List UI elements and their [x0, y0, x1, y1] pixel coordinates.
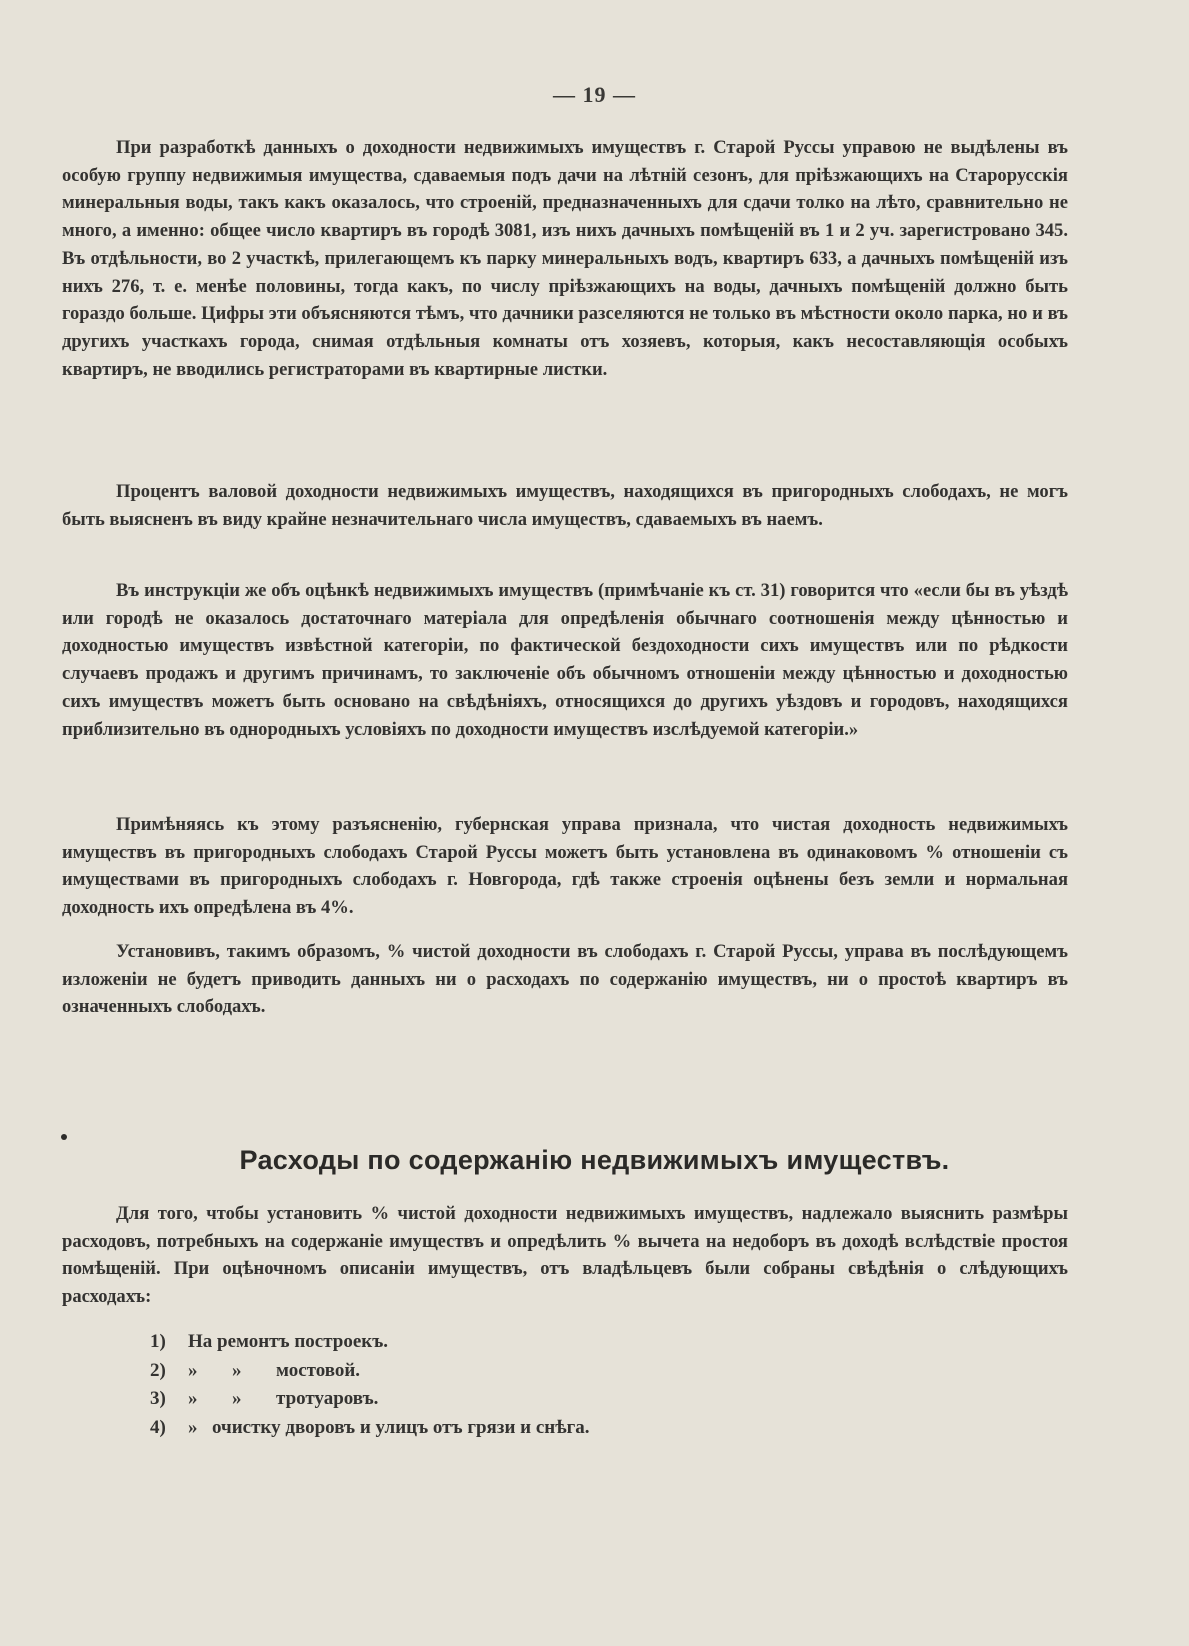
item-number: 1)	[150, 1331, 166, 1352]
item-text: очистку дворовъ и улицъ отъ грязи и снѣга.	[212, 1416, 590, 1438]
item-number: 3)	[150, 1388, 166, 1410]
list-item	[150, 1328, 590, 1357]
paragraph-1: При разработкѣ данныхъ о доходности недвижимыхъ имуществъ г. Старой Руссы управою не выдѣлены въ особую группу недвижимыя имущества, сдаваемыя подъ дачи на лѣтній сезонъ, для пріѣзжающихъ на Старорусскія минеральныя воды, такъ какъ оказалось, что строеній, предназначенныхъ для сдачи толко на лѣто, сравнительно не много, а именно: общее число квартиръ въ городѣ 3081, изъ нихъ дачныхъ помѣщеній въ 1 и 2 уч. зарегистровано 345. Въ отдѣльности, во 2 участкѣ, прилегающемъ къ парку минеральныхъ водъ, квартиръ 633, а дачныхъ помѣщеній изъ нихъ 276, т. е. менѣе половины, тогда какъ, по числу пріѣзжающихъ на воды, дачныхъ помѣщеній должно быть гораздо больше. Цифры эти объясняются тѣмъ, что дачники разселяются не только въ мѣстности около парка, но и въ другихъ участкахъ города, снимая отдѣльныя комнаты отъ хозяевъ, которыя, какъ несоставляющія особыхъ квартиръ, не вводились регистраторами въ квартирные листки.	[62, 137, 1068, 380]
margin-dot	[61, 1134, 67, 1140]
list-item	[150, 1385, 590, 1414]
section-intro: Для того, чтобы установить % чистой доходности недвижимыхъ имуществъ, надлежало выяснить размѣры расходовъ, потребныхъ на содержаніе имуществъ и опредѣлить % вычета на недоборъ въ доходѣ вслѣдствіе простоя помѣщеній. При оцѣночномъ описаніи имуществъ, отъ владѣльцевъ были собраны свѣдѣнія о слѣдующихъ расходахъ:	[62, 1203, 1068, 1308]
section-title: Расходы по содержанію недвижимыхъ имуществъ.	[239, 1145, 950, 1175]
ditto-mark: »	[188, 1416, 198, 1438]
item-text: На ремонтъ построекъ.	[188, 1331, 389, 1352]
ditto-mark: »	[232, 1359, 242, 1381]
page-number: — 19 —	[553, 82, 636, 107]
expense-list	[150, 1328, 590, 1442]
paragraph-2: Процентъ валовой доходности недвижимыхъ имуществъ, находящихся въ пригородныхъ слободахъ, не могъ быть выясненъ въ виду крайне незначительнаго числа имуществъ, сдаваемыхъ въ наемъ.	[62, 481, 1068, 530]
body-text	[62, 134, 1068, 1076]
list-item	[150, 1357, 590, 1386]
item-text: тротуаровъ.	[276, 1388, 379, 1410]
item-number: 2)	[150, 1359, 166, 1381]
ditto-mark: »	[188, 1388, 198, 1410]
section-body	[62, 1200, 1068, 1311]
ditto-mark: »	[232, 1388, 242, 1410]
paragraph-3: Въ инструкціи же объ оцѣнкѣ недвижимыхъ имуществъ (примѣчаніе къ ст. 31) говорится что «если бы въ уѣздѣ или городѣ не оказалось достаточнаго матеріала для опредѣленія обычнаго соотношенія между цѣнностью и доходностью имуществъ извѣстной категоріи, по фактической бездоходности сихъ имуществъ или по рѣдкости случаевъ продажъ и другимъ причинамъ, то заключеніе объ обычномъ отношеніи между цѣнностью и доходностью сихъ имуществъ можетъ быть основано на свѣдѣніяхъ, относящихся до другихъ уѣздовъ и городовъ, находящихся приблизительно въ однородныхъ условіяхъ по доходности имуществъ изслѣдуемой категоріи.»	[62, 580, 1068, 740]
ditto-mark: »	[188, 1359, 198, 1381]
paragraph-5: Установивъ, такимъ образомъ, % чистой доходности въ слободахъ г. Старой Руссы, управа въ послѣдующемъ изложеніи не будетъ приводить данныхъ ни о расходахъ по содержанію имуществъ, ни о простоѣ квартиръ въ означенныхъ слободахъ.	[62, 941, 1068, 1018]
list-item	[150, 1414, 590, 1443]
item-text: мостовой.	[276, 1359, 361, 1381]
item-number: 4)	[150, 1416, 166, 1438]
paragraph-4: Примѣняясь къ этому разъясненію, губернская управа признала, что чистая доходность недвижимыхъ имуществъ въ пригородныхъ слободахъ Старой Руссы можетъ быть установлена въ одинаковомъ % отношеніи съ имуществами въ пригородныхъ слободахъ г. Новгорода, гдѣ также строенія оцѣнены безъ земли и нормальная доходность ихъ опредѣлена въ 4%.	[62, 814, 1068, 919]
